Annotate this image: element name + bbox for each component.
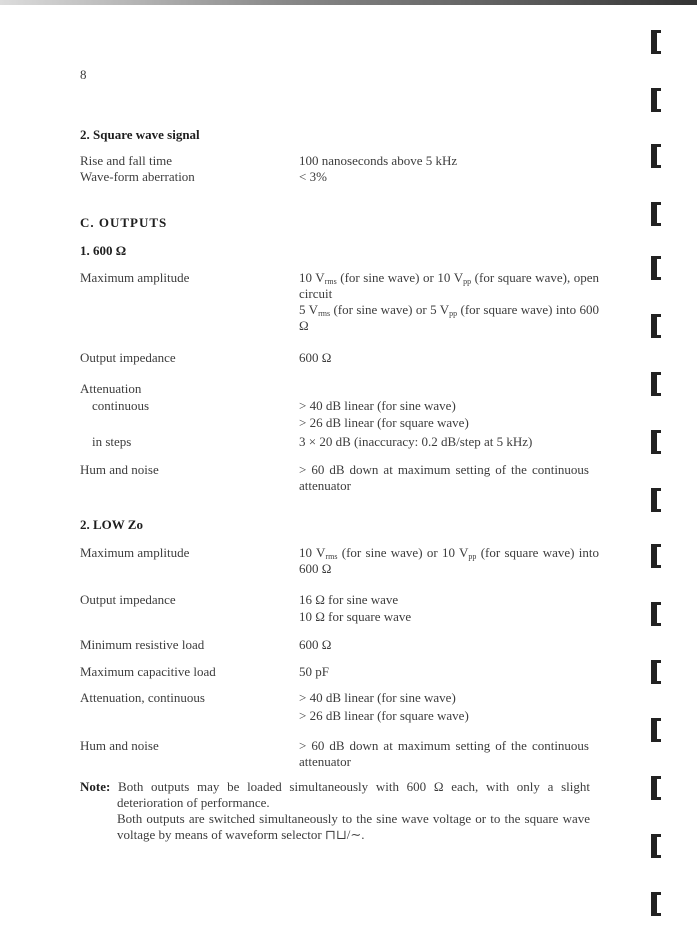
note-label: Note: bbox=[80, 779, 111, 794]
binder-mark bbox=[651, 660, 661, 684]
max-capacitive-load-value: 50 pF bbox=[299, 664, 329, 679]
binder-mark bbox=[651, 602, 661, 626]
binder-mark bbox=[651, 88, 661, 112]
low-output-impedance-label: Output impedance bbox=[80, 592, 176, 607]
note-paragraph-2: Both outputs are switched simultaneously to the sine wave voltage or to the square wave voltage by means of waveform selector ⊓⊔/∼. bbox=[117, 811, 590, 842]
min-resistive-load-value: 600 Ω bbox=[299, 637, 332, 652]
binder-mark bbox=[651, 776, 661, 800]
aberration-value: < 3% bbox=[299, 169, 327, 184]
output-600-heading: 1. 600 Ω bbox=[80, 243, 127, 258]
binder-mark bbox=[651, 834, 661, 858]
max-amplitude-value: 10 $V_{rms}$ (for sine wave) or 10 $V_{pp}$ (for square wave), open circuit 5 $V_{rms}$ (for sine wave) or 5 $V_{pp}$ (for square wave) into 600 Ω bbox=[299, 270, 600, 333]
attenuation-continuous-label: continuous bbox=[92, 398, 150, 413]
rise-fall-label: Rise and fall time bbox=[80, 153, 173, 168]
sub-rms-2: rms bbox=[318, 309, 331, 318]
aberration-label: Wave-form aberration bbox=[80, 169, 195, 184]
sub-pp-2: pp bbox=[449, 309, 458, 318]
binder-mark bbox=[651, 544, 661, 568]
binder-mark bbox=[651, 718, 661, 742]
low-attenuation-value-1: > 40 dB linear (for sine wave) bbox=[299, 690, 456, 705]
binder-mark bbox=[651, 144, 661, 168]
note-paragraph-1: Note: Both outputs may be loaded simultaneously with 600 Ω each, with only a slight deterioration of performance. bbox=[80, 779, 590, 810]
attenuation-label: Attenuation bbox=[80, 381, 142, 396]
binder-mark bbox=[651, 314, 661, 338]
attenuation-continuous-value-1: > 40 dB linear (for sine wave) bbox=[299, 398, 456, 413]
low-max-amplitude-label: Maximum amplitude bbox=[80, 545, 190, 560]
binder-mark bbox=[651, 30, 661, 54]
low-max-amplitude-value: 10 $V_{rms}$ (for sine wave) or 10 $V_{pp}$ (for square wave) into 600 Ω bbox=[299, 545, 599, 576]
page-top-edge bbox=[0, 0, 697, 5]
square-wave-heading: 2. Square wave signal bbox=[80, 127, 200, 142]
hum-noise-label: Hum and noise bbox=[80, 462, 159, 477]
low-hum-noise-label: Hum and noise bbox=[80, 738, 159, 753]
low-zo-heading: 2. LOW Zo bbox=[80, 517, 143, 532]
low-attenuation-value-2: > 26 dB linear (for square wave) bbox=[299, 708, 469, 723]
max-capacitive-load-label: Maximum capacitive load bbox=[80, 664, 216, 679]
page-number: 8 bbox=[80, 67, 87, 82]
low-output-impedance-value-1: 16 Ω for sine wave bbox=[299, 592, 399, 607]
rise-fall-value: 100 nanoseconds above 5 kHz bbox=[299, 153, 458, 168]
binder-mark bbox=[651, 372, 661, 396]
max-amplitude-label: Maximum amplitude bbox=[80, 270, 190, 285]
binder-mark bbox=[651, 256, 661, 280]
binder-mark bbox=[651, 430, 661, 454]
min-resistive-load-label: Minimum resistive load bbox=[80, 637, 205, 652]
note-block bbox=[80, 779, 590, 843]
outputs-heading: C. OUTPUTS bbox=[80, 215, 168, 230]
binder-mark bbox=[651, 892, 661, 916]
output-impedance-value: 600 Ω bbox=[299, 350, 332, 365]
attenuation-continuous-value-2: > 26 dB linear (for square wave) bbox=[299, 415, 469, 430]
binder-mark bbox=[651, 202, 661, 226]
attenuation-steps-label: in steps bbox=[92, 434, 132, 449]
binder-mark bbox=[651, 488, 661, 512]
output-impedance-label: Output impedance bbox=[80, 350, 176, 365]
low-output-impedance-value-2: 10 Ω for square wave bbox=[299, 609, 412, 624]
attenuation-steps-value: 3 × 20 dB (inaccuracy: 0.2 dB/step at 5 kHz) bbox=[299, 434, 533, 449]
hum-noise-value: > 60 dB down at maximum setting of the continuous attenuator bbox=[299, 462, 589, 493]
low-attenuation-label: Attenuation, continuous bbox=[80, 690, 205, 705]
low-hum-noise-value: > 60 dB down at maximum setting of the continuous attenuator bbox=[299, 738, 589, 769]
